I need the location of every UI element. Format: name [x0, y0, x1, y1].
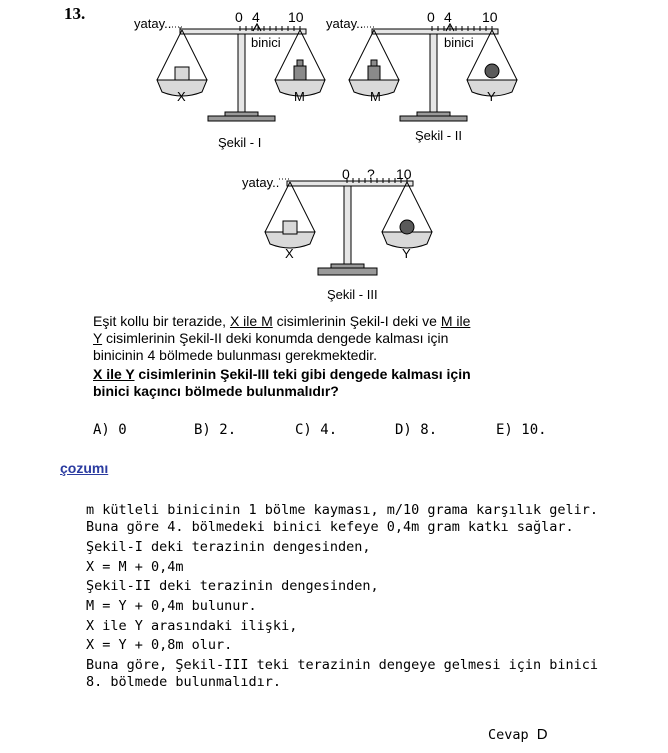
answer-prefix: Cevap	[488, 727, 529, 743]
figure-2-horizontal-label: yatay..	[326, 16, 364, 31]
figure-2-drawing	[349, 24, 517, 121]
solution-line: Şekil-II deki terazinin dengesinden,	[86, 578, 379, 594]
question-line-5: binici kaçıncı bölmede bulunmalıdır?	[93, 383, 339, 399]
figure-1-caption: Şekil - I	[218, 135, 262, 150]
solution-line: M = Y + 0,4m bulunur.	[86, 598, 257, 614]
figure-3-horizontal-label: yatay..	[242, 175, 280, 190]
figure-2-scale-start: 0	[427, 9, 435, 25]
question-line-4: X ile Y cisimlerinin Şekil-III teki gibi dengede kalması için	[93, 366, 471, 382]
figure-1-rider-label: binici	[251, 35, 281, 50]
question-number: 13.	[64, 4, 86, 23]
figure-1-scale-start: 0	[235, 9, 243, 25]
figure-2-rider-label: binici	[444, 35, 474, 50]
solution-line: X = Y + 0,8m olur.	[86, 637, 233, 653]
figure-2-scale-end: 10	[482, 9, 498, 25]
figure-2-right-pan-label: Y	[487, 89, 496, 104]
balance-figures	[0, 0, 668, 310]
figure-3-right-pan-label: Y	[402, 246, 411, 261]
figure-1-drawing	[157, 24, 325, 121]
option-c: C) 4.	[295, 422, 338, 438]
figure-3-scale-end: 10	[396, 166, 412, 182]
answer	[488, 726, 548, 743]
figure-2-left-pan-label: M	[370, 89, 381, 104]
question-line-3: binicinin 4 bölmede bulunması gerekmektedir.	[93, 347, 378, 363]
figure-3-left-pan-label: X	[285, 246, 294, 261]
solution-line: X ile Y arasındaki ilişki,	[86, 618, 298, 634]
solution-line: Buna göre 4. bölmedeki binici kefeye 0,4m gram katkı sağlar.	[86, 519, 574, 535]
figure-2-caption: Şekil - II	[415, 128, 462, 143]
figure-1-scale-end: 10	[288, 9, 304, 25]
solution-heading: çozumı	[60, 460, 109, 476]
option-b: B) 2.	[194, 422, 237, 438]
solution-line: m kütleli binicinin 1 bölme kayması, m/10 grama karşılık gelir.	[86, 502, 599, 518]
option-a: A) 0	[93, 422, 127, 438]
figure-2-scale-mid: 4	[444, 9, 452, 25]
solution-line: Şekil-I deki terazinin dengesinden,	[86, 539, 371, 555]
question-line-1: Eşit kollu bir terazide, X ile M cisimlerinin Şekil-I deki ve M ile	[93, 313, 471, 329]
question-line-2: Y cisimlerinin Şekil-II deki konumda dengede kalması için	[93, 330, 449, 346]
figure-1-horizontal-label: yatay..	[134, 16, 172, 31]
answer-letter: D	[536, 726, 548, 743]
option-e: E) 10.	[496, 422, 547, 438]
figure-1-scale-mid: 4	[252, 9, 260, 25]
figure-1-left-pan-label: X	[177, 89, 186, 104]
solution-line: Buna göre, Şekil-III teki terazinin dengeye gelmesi için binici	[86, 657, 599, 673]
solution-line: X = M + 0,4m	[86, 559, 184, 575]
solution-line: 8. bölmede bulunmalıdır.	[86, 674, 282, 690]
figure-3-caption: Şekil - III	[327, 287, 378, 302]
figure-3-scale-mid: ?	[367, 166, 375, 182]
option-d: D) 8.	[395, 422, 438, 438]
figure-3-scale-start: 0	[342, 166, 350, 182]
figure-1-right-pan-label: M	[294, 89, 305, 104]
